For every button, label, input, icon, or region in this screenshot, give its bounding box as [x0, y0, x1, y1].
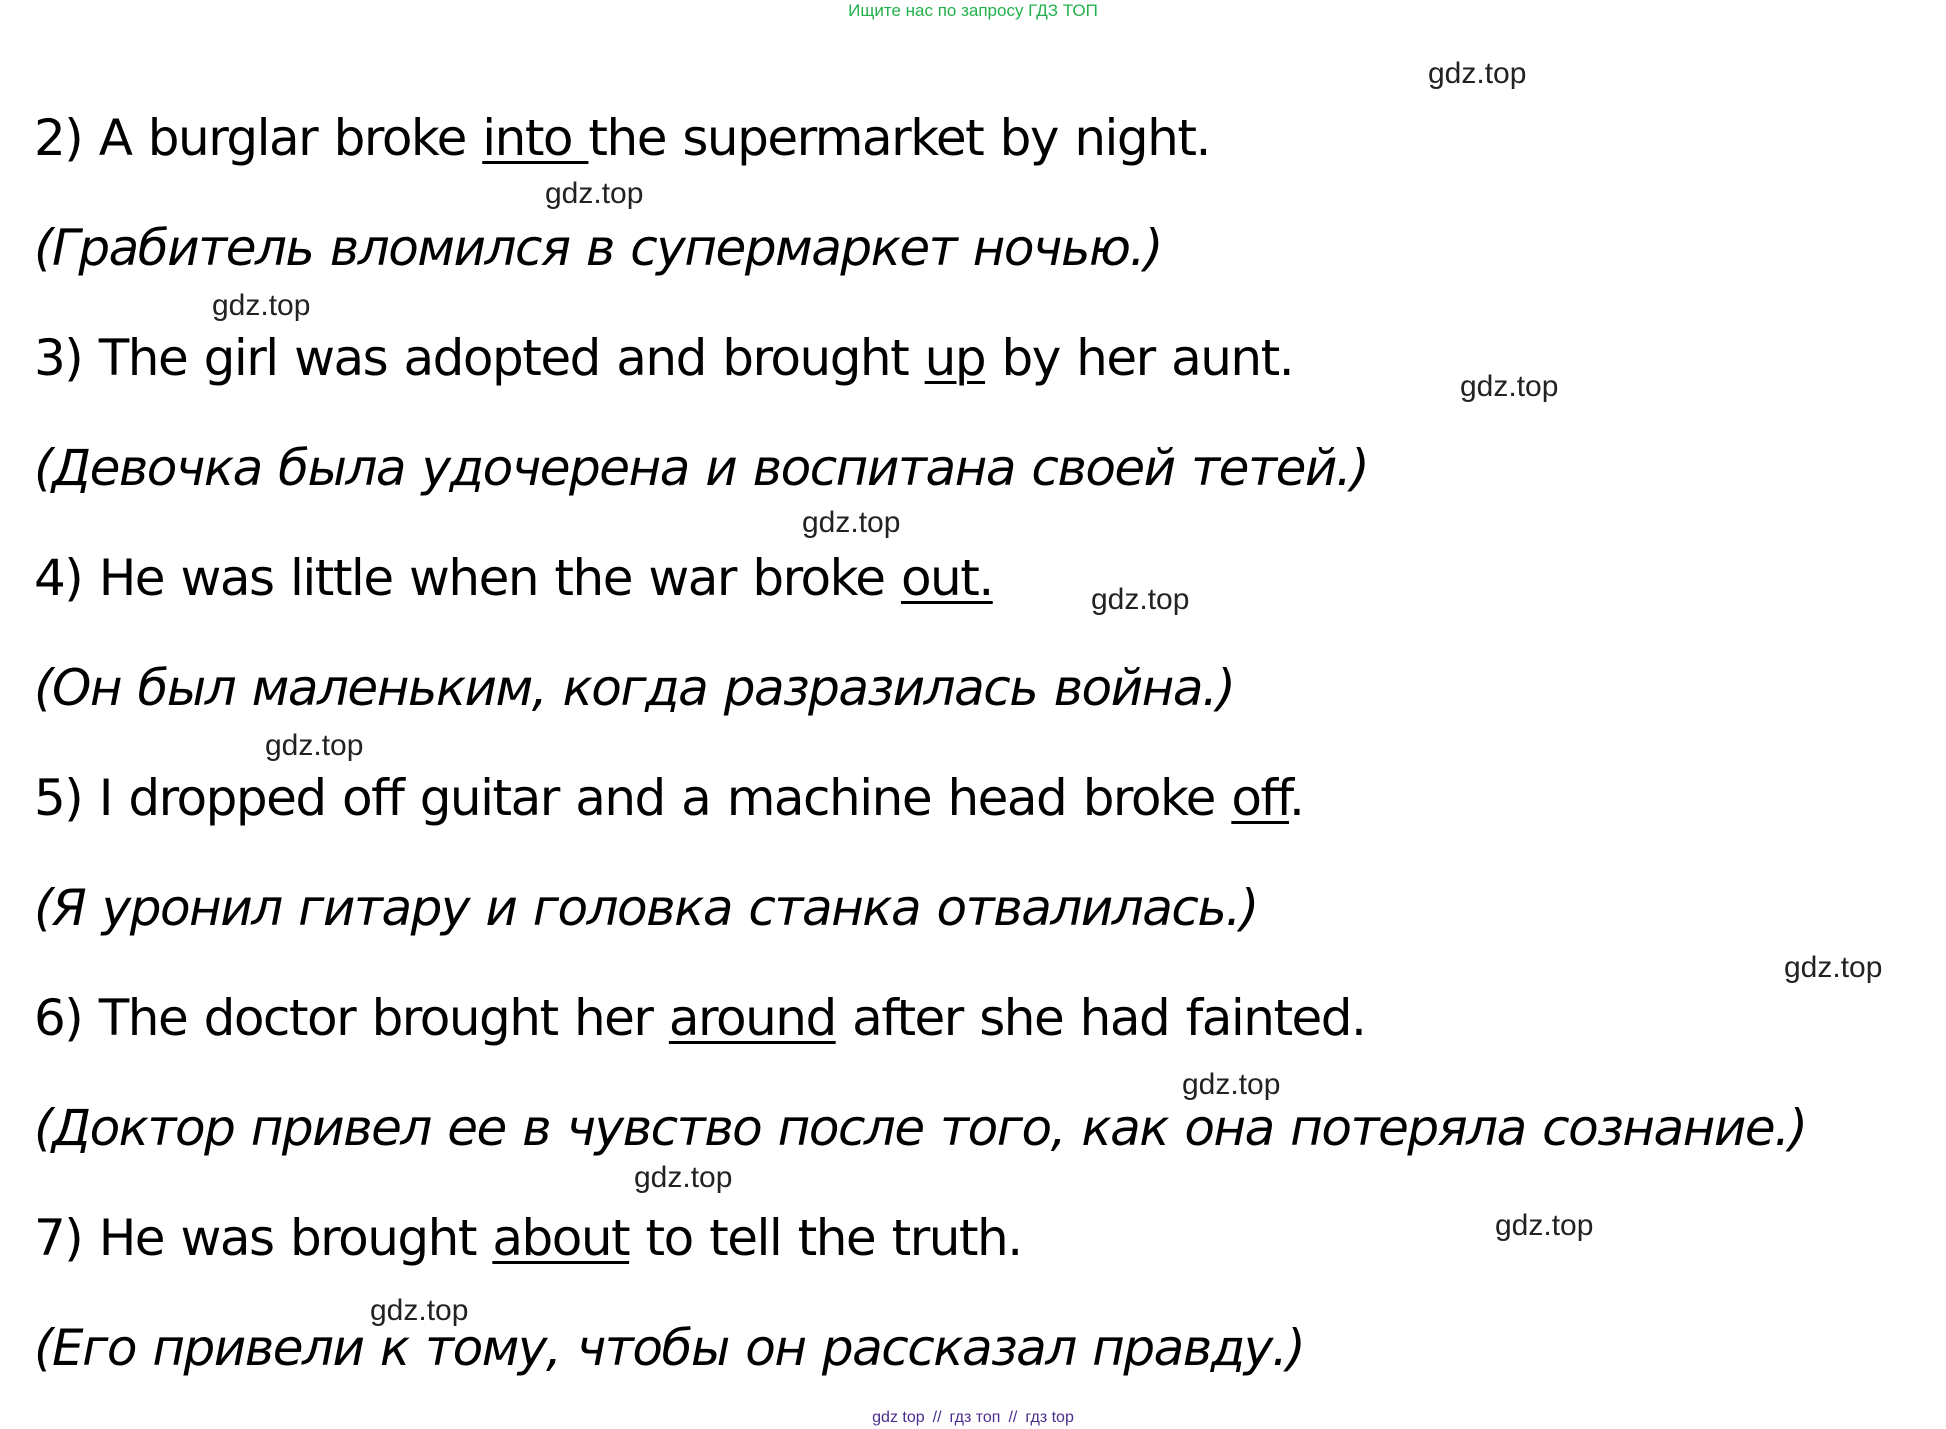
- watermark: gdz.top: [265, 729, 364, 762]
- sentence-2-english: [34, 108, 1210, 168]
- bottom-banner-separator: //: [932, 1409, 942, 1426]
- sentence-7-english: [34, 1208, 1022, 1268]
- watermark: gdz.top: [802, 506, 901, 539]
- bottom-banner-item: гдз топ: [949, 1409, 1001, 1426]
- sentence-4-russian: (Он был маленьким, когда разразилась война.): [34, 659, 1235, 717]
- watermark: gdz.top: [1495, 1209, 1594, 1242]
- sentence-3-english: [34, 328, 1293, 388]
- bottom-banner-item: gdz top: [872, 1409, 925, 1426]
- underlined-particle: around: [668, 989, 836, 1047]
- sentence-3-russian: (Девочка была удочерена и воспитана своей тетей.): [34, 439, 1369, 497]
- bottom-banner-separator: //: [1008, 1409, 1018, 1426]
- watermark: gdz.top: [1460, 370, 1559, 403]
- watermark: gdz.top: [212, 289, 311, 322]
- watermark: gdz.top: [545, 177, 644, 210]
- top-banner: Ищите нас по запросу ГДЗ ТОП: [848, 1, 1098, 20]
- sentence-6-russian: (Доктор привел ее в чувство после того, как она потеряла сознание.): [34, 1099, 1807, 1157]
- watermark: gdz.top: [634, 1161, 733, 1194]
- sentence-text: after she had fainted.: [835, 989, 1366, 1047]
- sentence-text: 4) He was little when the war broke: [34, 549, 901, 607]
- sentence-6-english: [34, 988, 1365, 1048]
- sentence-7-russian: (Его привели к тому, чтобы он рассказал правду.): [34, 1319, 1305, 1377]
- sentence-2-russian: (Грабитель вломился в супермаркет ночью.): [34, 219, 1162, 277]
- sentence-text: 5) I dropped off guitar and a machine head broke: [34, 769, 1232, 827]
- underlined-particle: off: [1231, 769, 1289, 827]
- watermark: gdz.top: [1182, 1068, 1281, 1101]
- watermark: gdz.top: [370, 1294, 469, 1327]
- bottom-banner: [0, 1408, 1946, 1428]
- sentence-5-russian: (Я уронил гитару и головка станка отвалилась.): [34, 879, 1258, 937]
- underlined-particle: out.: [900, 549, 993, 607]
- watermark: gdz.top: [1091, 583, 1190, 616]
- sentence-text: 6) The doctor brought her: [34, 989, 669, 1047]
- sentence-text: 2) A burglar broke: [34, 109, 483, 167]
- watermark: gdz.top: [1428, 57, 1527, 90]
- sentence-4-english: [34, 548, 993, 608]
- sentence-text: by her aunt.: [985, 329, 1294, 387]
- sentence-text: 3) The girl was adopted and brought: [34, 329, 925, 387]
- sentence-text: 7) He was brought: [34, 1209, 493, 1267]
- underlined-particle: up: [924, 329, 986, 387]
- sentence-5-english: [34, 768, 1303, 828]
- watermark: gdz.top: [1784, 951, 1883, 984]
- underlined-particle: into: [482, 109, 589, 167]
- sentence-text: to tell the truth.: [629, 1209, 1022, 1267]
- underlined-particle: about: [492, 1209, 630, 1267]
- sentence-text: .: [1288, 769, 1304, 827]
- sentence-text: the supermarket by night.: [588, 109, 1210, 167]
- bottom-banner-item: гдз top: [1025, 1409, 1074, 1426]
